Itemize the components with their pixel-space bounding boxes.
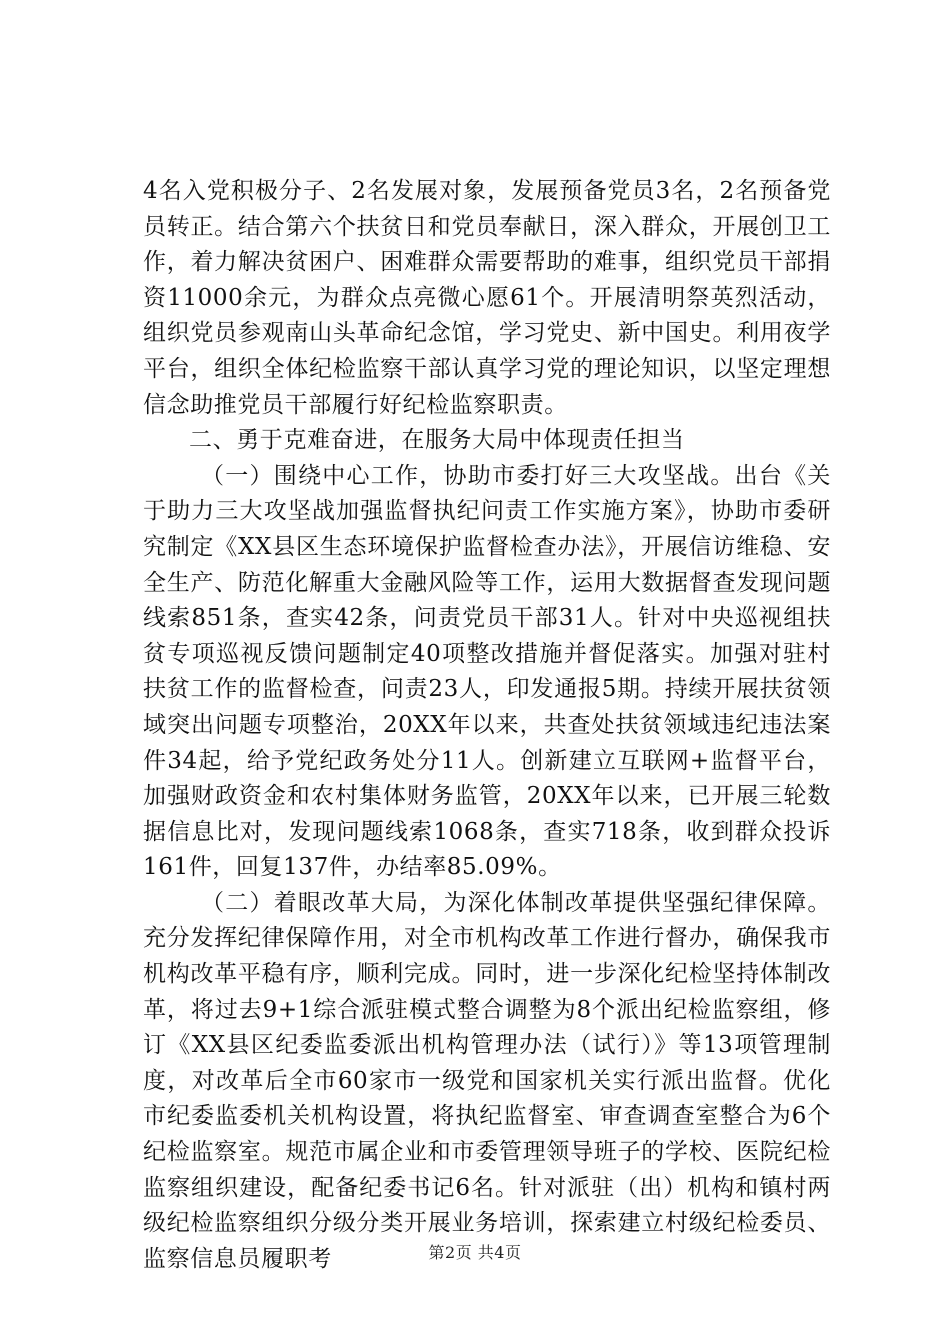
paragraph-reform: （二）着眼改革大局，为深化体制改革提供坚强纪律保障。充分发挥纪律保障作用，对全市机构改革工作进行督办，确保我市机构改革平稳有序，顺利完成。同时，进一步深化纪检坚持体制改革，将过去9+1综合派驻模式整合调整为8个派出纪检监察组，修订《XX县区纪委监委派出机构管理办法（试行）》等13项管理制度，对改革后全市60家市一级党和国家机关实行派出监督。优化市纪委监委机关机构设置，将执纪监督室、审查调查室整合为6个纪检监察室。规范市属企业和市委管理领导班子的学校、医院纪检监察组织建设，配备纪委书记6名。针对派驻（出）机构和镇村两级纪检监察组织分级分类开展业务培训，探索建立村级纪检委员、监察信息员履职考 [143,889,831,1272]
paragraph-party-building: 4名入党积极分子、2名发展对象，发展预备党员3名，2名预备党员转正。结合第六个扶贫日和党员奉献日，深入群众，开展创卫工作，着力解决贫困户、困难群众需要帮助的难事，组织党员干部捐资11000余元，为群众点亮微心愿61个。开展清明祭英烈活动，组织党员参观南山头革命纪念馆，学习党史、新中国史。利用夜学平台，组织全体纪检监察干部认真学习党的理论知识，以坚定理想信念助推党员干部履行好纪检监察职责。 [143,178,831,418]
page-footer: 第2页 共4页 [428,1243,522,1262]
section-heading-2: 二、勇于克难奋进，在服务大局中体现责任担当 [189,427,685,454]
paragraph-three-battles: （一）围绕中心工作，协助市委打好三大攻坚战。出台《关于助力三大攻坚战加强监督执纪问责工作实施方案》，协助市委研究制定《XX县区生态环境保护监督检查办法》，开展信访维稳、安全生产、防范化解重大金融风险等工作，运用大数据督查发现问题线索851条，查实42条，问责党员干部31人。针对中央巡视组扶贫专项巡视反馈问题制定40项整改措施并督促落实。加强对驻村扶贫工作的监督检查，问责23人，印发通报5期。持续开展扶贫领域突出问题专项整治，20XX年以来，共查处扶贫领域违纪违法案件34起，给予党纪政务处分11人。创新建立互联网+监督平台，加强财政资金和农村集体财务监管，20XX年以来，已开展三轮数据信息比对，发现问题线索1068条，查实718条，收到群众投诉161件，回复137件，办结率85.09%。 [143,462,831,881]
document-body [143,174,831,1277]
